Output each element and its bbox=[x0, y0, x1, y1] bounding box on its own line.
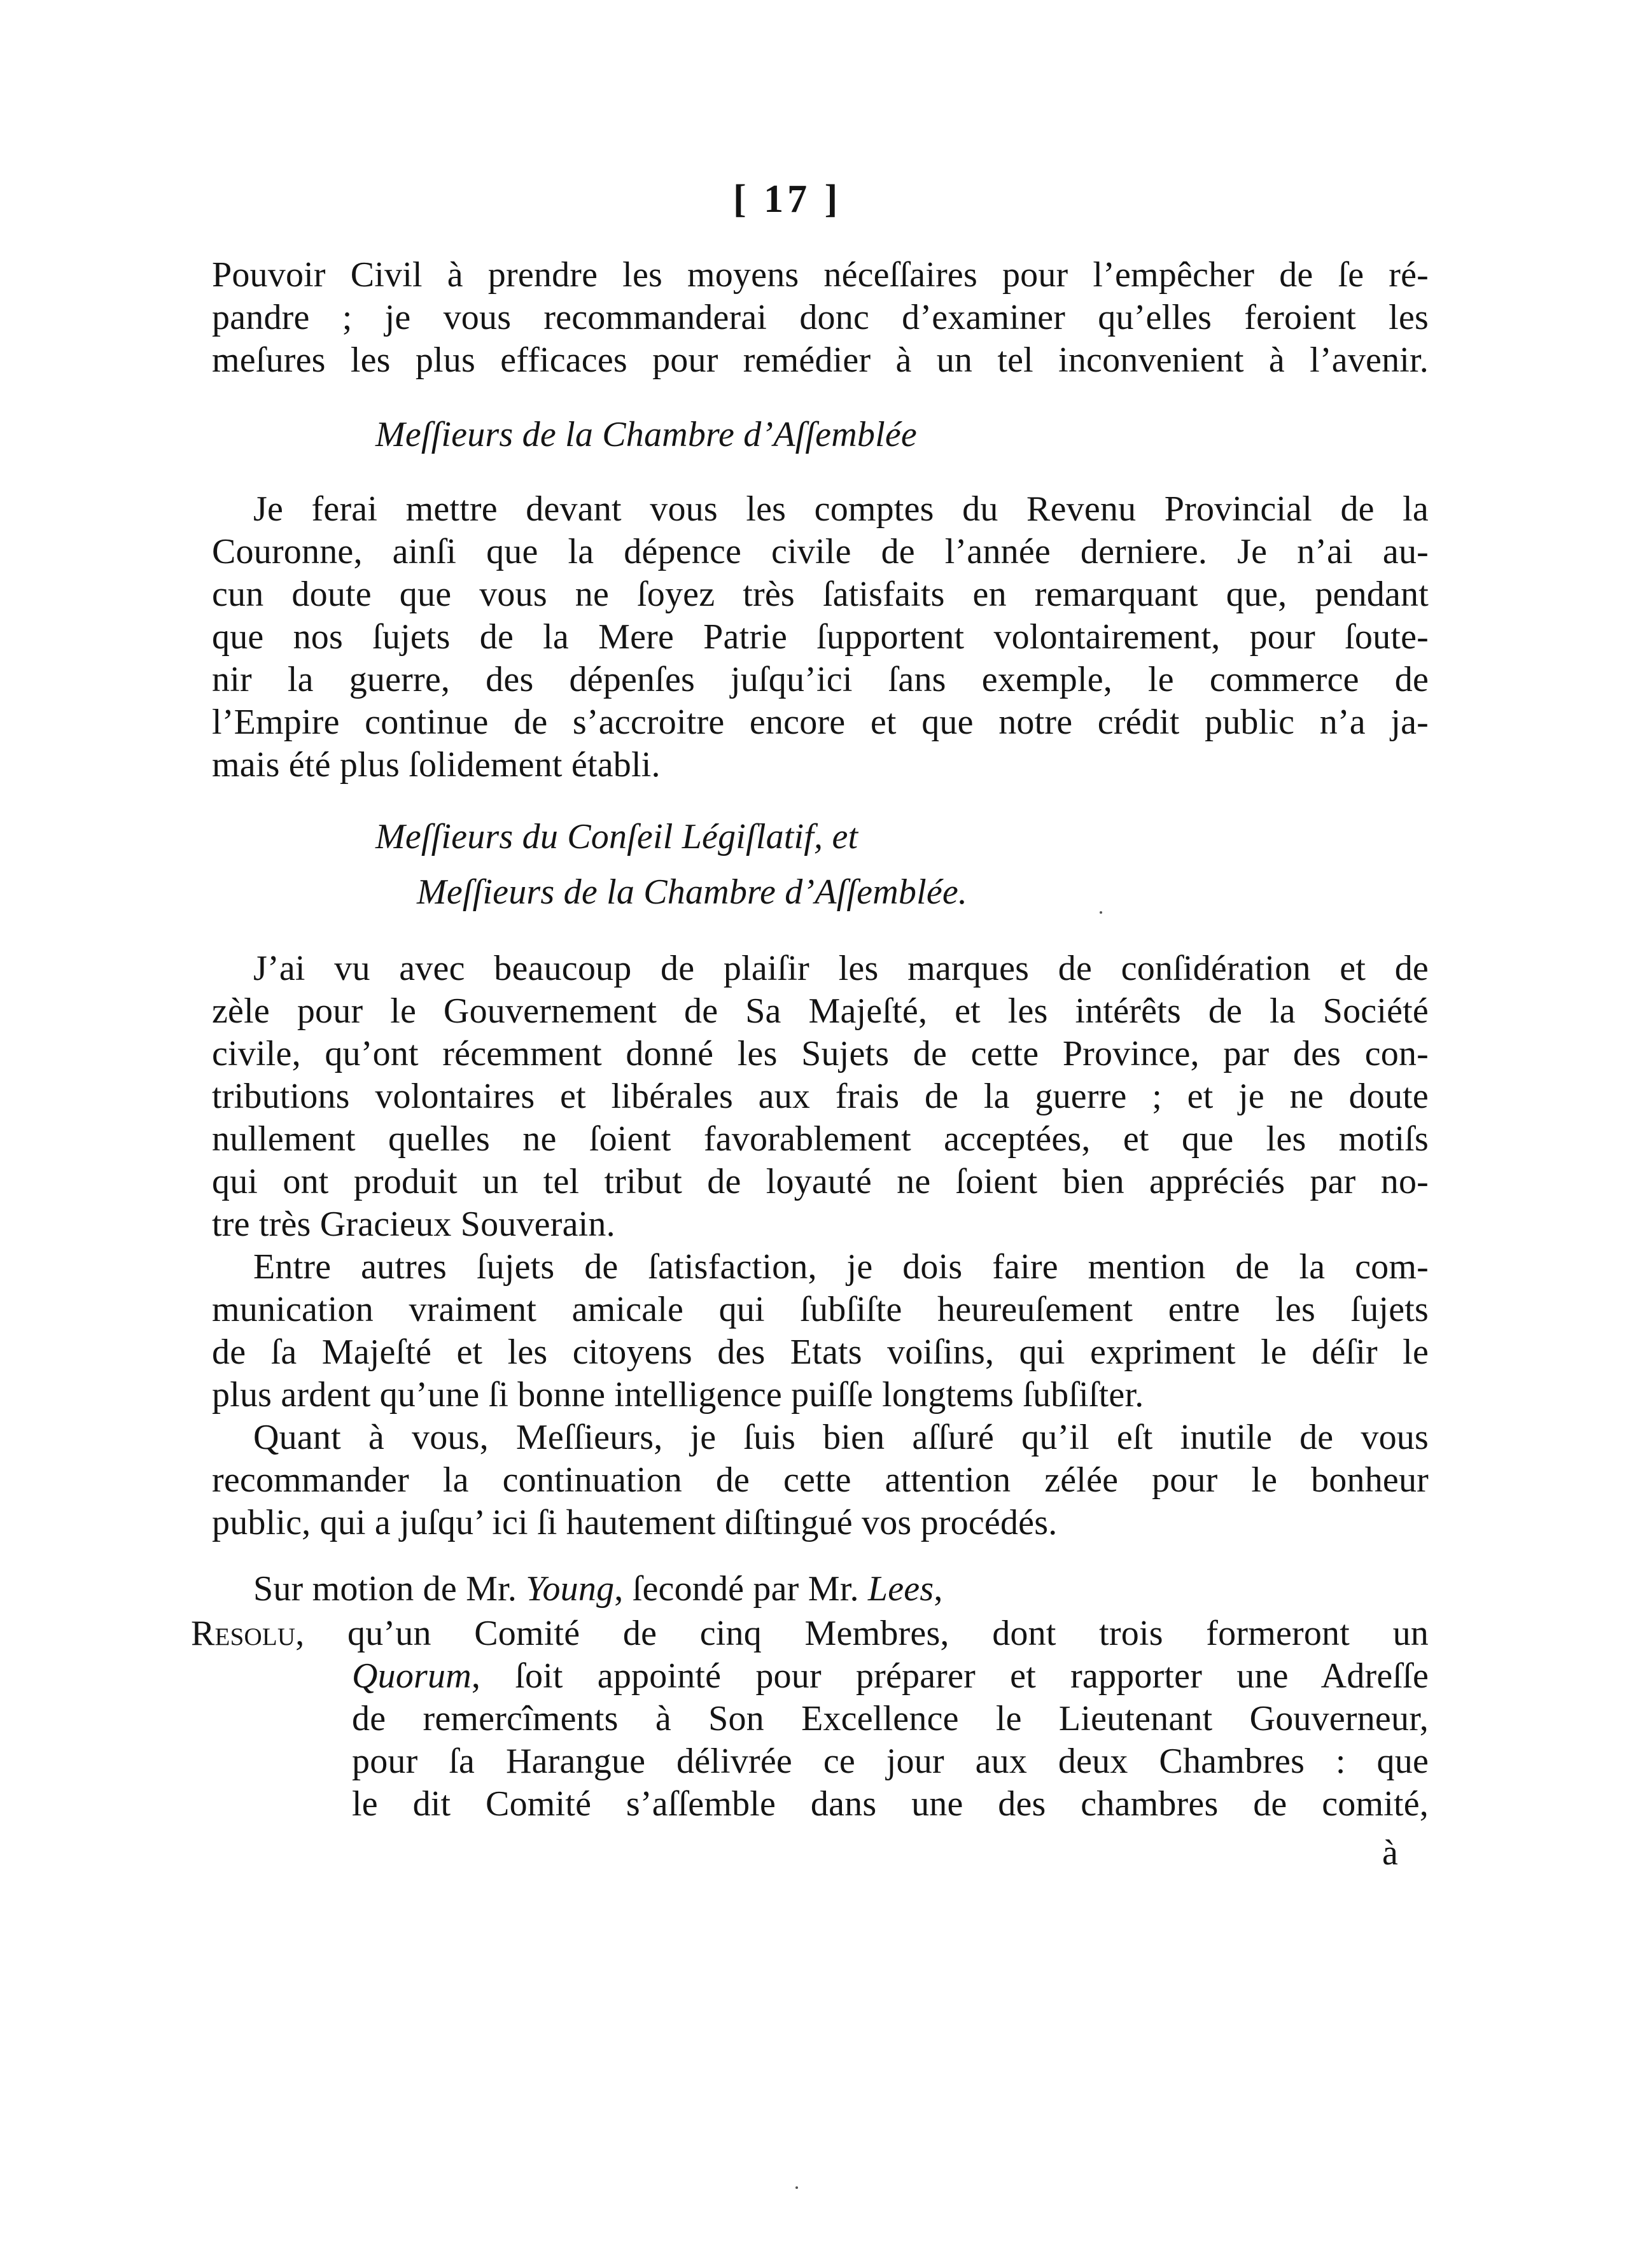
resolution-quorum-word: Quorum bbox=[352, 1656, 472, 1696]
para1-line-2: pandre ; je vous recommanderai donc d’examiner qu’elles feroient les bbox=[212, 298, 1429, 337]
para1-line-3: meſures les plus efficaces pour remédier à un tel inconvenient à l’avenir. bbox=[212, 340, 1429, 380]
para2-line-1: Je ferai mettre devant vous les comptes du Revenu Provincial de la bbox=[253, 489, 1429, 529]
catchword: à bbox=[1382, 1833, 1399, 1873]
ink-speck bbox=[795, 2186, 798, 2189]
para4-line-2: munication vraiment amicale qui ſubſiſte heureuſement entre les ſujets bbox=[212, 1290, 1429, 1329]
para2-line-4: que nos ſujets de la Mere Patrie ſupportent volontairement, pour ſoute- bbox=[212, 617, 1429, 657]
motion-seconder: Lees bbox=[867, 1569, 934, 1609]
section-heading-chambre: Meſſieurs de la Chambre d’Aſſemblée. bbox=[417, 872, 968, 912]
motion-mover: Young bbox=[526, 1569, 615, 1609]
para2-line-6: l’Empire continue de s’accroitre encore et que notre crédit public n’a ja- bbox=[212, 702, 1429, 742]
resolution-line-1 bbox=[191, 1613, 1429, 1654]
motion-suffix: , bbox=[934, 1569, 943, 1609]
para4-line-3: de ſa Majeſté et les citoyens des Etats voiſins, qui expriment le déſir le bbox=[212, 1332, 1429, 1372]
para2-line-7: mais été plus ſolidement établi. bbox=[212, 745, 661, 785]
resolution-line-2 bbox=[352, 1656, 1429, 1696]
para2-line-3: cun doute que vous ne ſoyez très ſatisfaits en remarquant que, pendant bbox=[212, 575, 1429, 614]
para2-line-2: Couronne, ainſi que la dépence civile de l’année derniere. Je n’ai au- bbox=[212, 532, 1429, 571]
resolution-line-2-rest: , ſoit appointé pour préparer et rapporter une Adreſſe bbox=[471, 1656, 1429, 1696]
para3-line-2: zèle pour le Gouvernement de Sa Majeſté, et les intérêts de la Société bbox=[212, 991, 1429, 1031]
page-number: [ 17 ] bbox=[733, 178, 842, 221]
section-heading-assemblee: Meſſieurs de la Chambre d’Aſſemblée bbox=[375, 415, 917, 454]
para3-line-1: J’ai vu avec beaucoup de plaiſir les marques de conſidération et de bbox=[253, 949, 1429, 988]
para1-line-1: Pouvoir Civil à prendre les moyens néceſſaires pour l’empêcher de ſe ré- bbox=[212, 255, 1429, 295]
para3-line-7: tre très Gracieux Souverain. bbox=[212, 1205, 615, 1244]
para3-line-3: civile, qu’ont récemment donné les Sujets de cette Province, par des con- bbox=[212, 1034, 1429, 1073]
para5-line-3: public, qui a juſqu’ ici ſi hautement diſtingué vos procédés. bbox=[212, 1503, 1058, 1542]
para5-line-1: Quant à vous, Meſſieurs, je ſuis bien aſſuré qu’il eſt inutile de vous bbox=[253, 1418, 1429, 1457]
motion-line bbox=[253, 1569, 943, 1609]
resolution-line-1-rest: , qu’un Comité de cinq Membres, dont trois formeront un bbox=[295, 1614, 1429, 1653]
resolution-line-3: de remercîments à Son Excellence le Lieutenant Gouverneur, bbox=[352, 1699, 1429, 1738]
para3-line-4: tributions volontaires et libérales aux frais de la guerre ; et je ne doute bbox=[212, 1077, 1429, 1116]
resolution-line-4: pour ſa Harangue délivrée ce jour aux deux Chambres : que bbox=[352, 1742, 1429, 1781]
resolution-first-word: Resolu bbox=[191, 1614, 296, 1653]
resolution-line-5: le dit Comité s’aſſemble dans une des chambres de comité, bbox=[352, 1784, 1429, 1824]
ink-speck bbox=[1100, 911, 1102, 914]
para3-line-6: qui ont produit un tel tribut de loyauté ne ſoient bien appréciés par no- bbox=[212, 1162, 1429, 1201]
para4-line-4: plus ardent qu’une ſi bonne intelligence puiſſe longtems ſubſiſter. bbox=[212, 1375, 1144, 1415]
para2-line-5: nir la guerre, des dépenſes juſqu’ici ſans exemple, le commerce de bbox=[212, 660, 1429, 699]
para5-line-2: recommander la continuation de cette attention zélée pour le bonheur bbox=[212, 1460, 1429, 1500]
para4-line-1: Entre autres ſujets de ſatisfaction, je dois faire mention de la com- bbox=[253, 1247, 1429, 1287]
motion-prefix: Sur motion de Mr. bbox=[253, 1569, 526, 1609]
motion-middle: , ſecondé par Mr. bbox=[614, 1569, 868, 1609]
para3-line-5: nullement quelles ne ſoient favorablement acceptées, et que les motiſs bbox=[212, 1119, 1429, 1159]
section-heading-conseil: Meſſieurs du Conſeil Légiſlatif, et bbox=[375, 817, 858, 856]
